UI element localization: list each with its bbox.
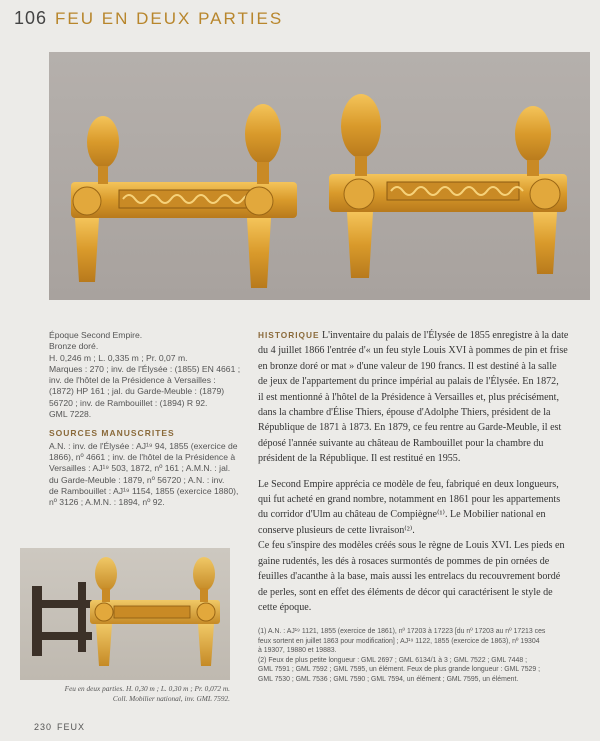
source-line: nº 3126 ; A.M.N. : 1894, nº 92.: [49, 497, 165, 508]
source-line: 1866), nº 4661 ; inv. de l'hôtel de la Présidence à: [49, 451, 236, 462]
history-line: de jeux de l'appartement du prince impérial au palais de l'Élysée. En 1872,: [258, 376, 559, 388]
specs-column: [49, 330, 239, 508]
footnote-line: (1) A.N. : AJ¹⁹ 1121, 1855 (exercice de 1861), nº 17203 à 17223 [du nº 17203 au nº 17213 ces: [258, 628, 546, 635]
footnote-line: GML 7591 ; GML 7592 ; GML 7595, un élément. Feux de plus grande longueur : GML 7529 ;: [258, 666, 541, 674]
sources-block: [49, 441, 239, 509]
history-line: du 4 juillet 1866 l'entrée d'« un feu style Louis XVI à pommes de pin et frise: [258, 345, 568, 357]
spec-line: Marques : 270 ; inv. de l'Élysée : (1855) EN 4661 ;: [49, 363, 241, 374]
caption-line: Feu en deux parties. H. 0,30 m ; L. 0,30 m ; Pr. 0,072 m.: [64, 684, 230, 693]
main-photo: [49, 52, 590, 300]
spec-line: (1872) HP 161 ; jal. du Garde-Meuble : (1879): [49, 386, 225, 397]
history-column: [258, 328, 593, 615]
photo-caption: [30, 684, 230, 704]
specs-block: [49, 330, 239, 420]
sources-heading: SOURCES MANUSCRITES: [49, 428, 175, 439]
footnote-line: feux sortent en juillet 1863 pour modification] ; AJ¹⁹ 1122, 1855 (exercice de 1863), nº 19304: [258, 637, 540, 645]
firedogs-pair-illustration: [49, 52, 590, 300]
body-line: de perles, sont en effet des éléments de décor qui caractérisent le style de: [258, 586, 553, 598]
footnotes: [258, 627, 593, 685]
body-line: du corridor d'Ulm au château de Compiègne⁽¹⁾. Le Mobilier national en: [258, 509, 546, 521]
body-line: Ce feu s'inspire des modèles créés sous le règne de Louis XVI. Les pieds en: [258, 540, 565, 552]
caption-line: Coll. Mobilier national, inv. GML 7592.: [112, 694, 230, 703]
body-paragraph-2: [258, 477, 593, 616]
source-line: Versailles : AJ¹⁹ 503, 1872, nº 161 ; A.M.N. : jal.: [49, 463, 231, 474]
body-line: conserve plusieurs de cette livraison⁽²⁾.: [258, 524, 415, 536]
right-firedog: [329, 94, 567, 278]
spec-line: GML 7228.: [49, 409, 92, 420]
spec-line: Époque Second Empire.: [49, 330, 143, 340]
history-line: président de la République. Il est restitué en 1955.: [258, 453, 461, 465]
footnote-line: (2) Feux de plus petite longueur : GML 2697 ; GML 6134/1 à 3 ; GML 7522 ; GML 7448 ;: [258, 656, 528, 664]
footer-page-number: 230: [34, 722, 53, 732]
footer-section: FEUX: [57, 722, 86, 732]
body-line: feuilles d'acanthe à la base, mais aussi les entrelacs du recouvrement bordé: [258, 571, 561, 583]
history-keyword: HISTORIQUE: [258, 330, 320, 340]
spec-line: H. 0,246 m ; L. 0,335 m ; Pr. 0,07 m.: [49, 352, 188, 363]
footnote-line: GML 7530 ; GML 7536 ; GML 7590 ; GML 7594, un élément ; GML 7595, un élément.: [258, 675, 519, 683]
firedog-illustration: [20, 548, 230, 680]
page-number: 106: [14, 8, 48, 28]
source-line: A.N. : inv. de l'Élysée : AJ¹⁹ 94, 1855 (exercice de: [49, 440, 238, 451]
body-line: gaine rudentés, les dés à rosaces surmontés de pommes de pin ornées de: [258, 555, 550, 567]
page-title: FEU EN DEUX PARTIES: [55, 9, 284, 28]
history-line: République de 1871 à 1873. En 1879, ce feu rentre au Garde-Meuble, il est: [258, 422, 562, 434]
spec-line: Bronze doré.: [49, 341, 99, 352]
history-first-line: [258, 328, 593, 343]
history-line: en bronze doré or mat » d'une valeur de 190 francs. Il est destiné à la salle: [258, 360, 557, 372]
footnote-line: à 19307, 19880 et 19883.: [258, 647, 337, 655]
secondary-photo: [20, 548, 230, 680]
left-firedog: [71, 104, 297, 288]
history-line: il est mentionné à l'hôtel de la Présidence à Versailles et, plus précisément,: [258, 391, 559, 403]
gilt-firedog: [90, 557, 220, 666]
history-line: dans la chambre d'Élise Thiers, épouse d'Adolphe Thiers, président de la: [258, 407, 551, 419]
source-line: de Rambouillet : AJ¹⁹ 1154, 1855 (exercice 1880),: [49, 485, 239, 496]
body-line: qui fut acheté en grand nombre, notamment en 1861 pour les appartements: [258, 494, 561, 506]
page-header: [14, 8, 283, 29]
spec-line: 56720 ; inv. de Rambouillet : (1894) R 92.: [49, 397, 208, 408]
body-line: Le Second Empire apprécia ce modèle de feu, fabriqué en deux longueurs,: [258, 478, 559, 490]
history-first-text: L'inventaire du palais de l'Élysée de 1855 enregistre à la date: [319, 330, 569, 341]
page-footer: [34, 722, 85, 732]
iron-frame: [32, 582, 92, 656]
spec-line: inv. de l'hôtel de la Présidence à Versailles :: [49, 375, 216, 386]
history-line: déposé l'année suivante au château de Rambouillet pour la chambre du: [258, 437, 544, 449]
source-line: du Garde-Meuble : 1879, nº 56720 ; A.N. : inv.: [49, 474, 225, 485]
body-line: cette époque.: [258, 601, 312, 613]
